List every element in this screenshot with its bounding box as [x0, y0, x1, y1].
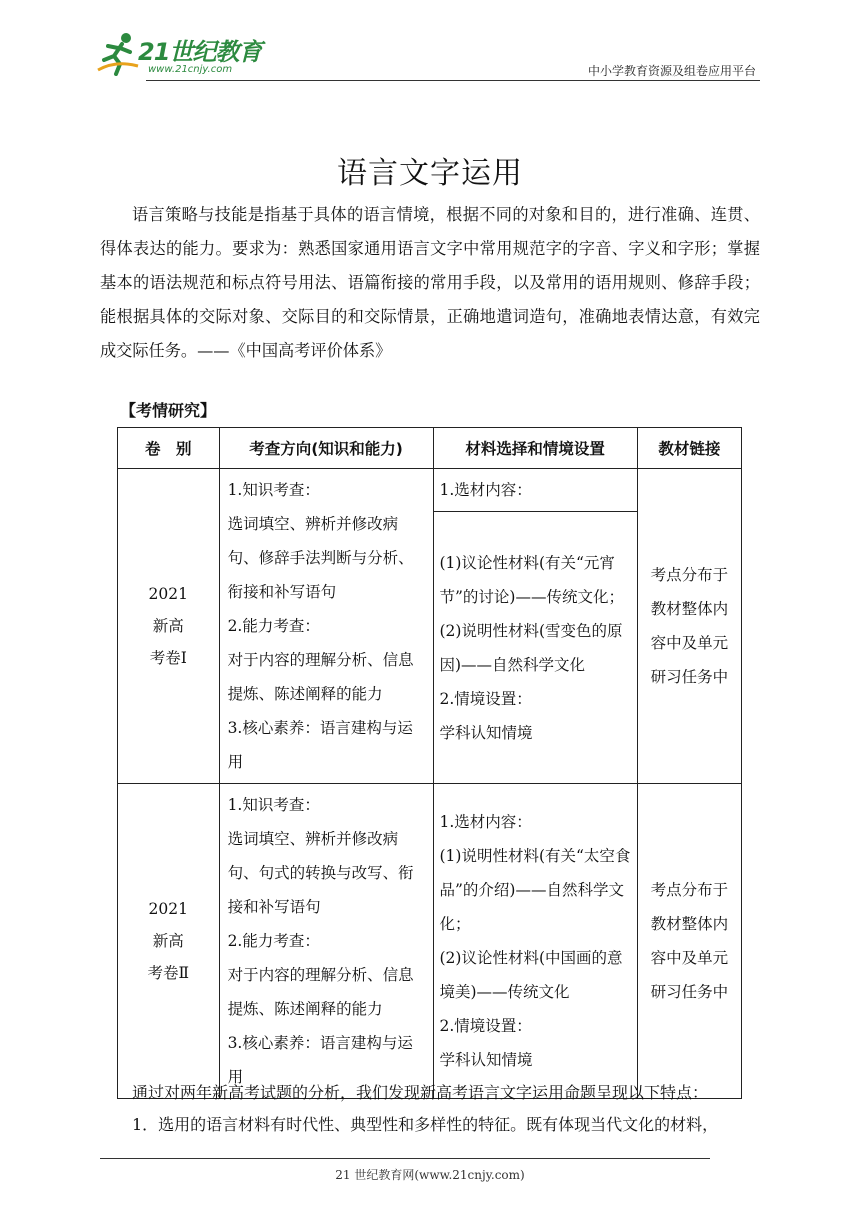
- material-line: 学科认知情境: [439, 1051, 533, 1069]
- direction-line: 2.能力考查：: [227, 932, 320, 950]
- table-row: [118, 469, 742, 512]
- page-header: [0, 0, 860, 90]
- direction-line: 对于内容的理解分析、信息提炼、陈述阐释的能力: [227, 651, 414, 703]
- material-cell: [433, 512, 637, 784]
- material-cell: [433, 784, 637, 1099]
- material-line: 1.选材内容：: [439, 813, 532, 831]
- column-header: 材料选择和情境设置: [433, 428, 637, 469]
- exam-analysis-table: [117, 427, 742, 1099]
- paper-text: 新高: [152, 932, 184, 950]
- material-line: 2.情境设置：: [439, 1017, 532, 1035]
- footer-divider: [100, 1158, 710, 1159]
- analysis-summary: 通过对两年新高考试题的分析，我们发现新高考语言文字运用命题呈现以下特点：: [132, 1083, 709, 1102]
- direction-cell: [219, 469, 433, 784]
- header-divider: [146, 80, 760, 81]
- platform-name: 中小学教育资源及组卷应用平台: [587, 64, 756, 78]
- runner-logo-icon: [96, 30, 140, 76]
- footer-link[interactable]: 21 世纪教育网(www.21cnjy.com): [335, 1168, 525, 1182]
- site-logo[interactable]: [96, 30, 266, 80]
- material-line: 2.情境设置：: [439, 689, 532, 708]
- direction-cell: [219, 784, 433, 1099]
- year-text: 2021: [148, 900, 188, 918]
- column-header: 教材链接: [637, 428, 741, 469]
- material-line: 学科认知情境: [439, 723, 533, 742]
- table-row: [118, 784, 742, 1099]
- logo-url: www.21cnjy.com: [148, 64, 233, 75]
- column-header: 考查方向(知识和能力): [219, 428, 433, 469]
- column-header: 卷 别: [118, 428, 220, 469]
- direction-line: 对于内容的理解分析、信息提炼、陈述阐释的能力: [227, 966, 414, 1018]
- paper-text: 考卷Ⅰ: [149, 649, 187, 667]
- exam-paper-cell: [118, 784, 220, 1099]
- direction-line: 选词填空、辨析并修改病句、修辞手法判断与分析、衔接和补写语句: [227, 515, 414, 601]
- direction-line: 2.能力考查：: [227, 617, 320, 635]
- direction-line: 3.核心素养：语言建构与运用: [227, 1034, 413, 1086]
- textbook-link-cell: 考点分布于教材整体内容中及单元研习任务中: [637, 469, 741, 784]
- year-text: 2021: [148, 585, 188, 603]
- material-line: (2)议论性材料(中国画的意境美)——传统文化: [439, 949, 623, 1001]
- direction-line: 1.知识考查：: [227, 481, 320, 499]
- direction-line: 选词填空、辨析并修改病句、句式的转换与改写、衔接和补写语句: [227, 830, 414, 916]
- material-line: (1)议论性材料(有关“元宵节”的讨论)——传统文化；: [439, 553, 624, 606]
- textbook-link-cell: 考点分布于教材整体内容中及单元研习任务中: [637, 784, 741, 1099]
- direction-line: 3.核心素养：语言建构与运用: [227, 719, 413, 771]
- logo-text: 21世纪教育: [138, 38, 262, 66]
- direction-line: 1.知识考查：: [227, 796, 320, 814]
- exam-paper-cell: [118, 469, 220, 784]
- paper-text: 考卷Ⅱ: [147, 964, 190, 982]
- section-label: 【考情研究】: [120, 401, 217, 420]
- paper-text: 新高: [152, 617, 184, 635]
- material-line: (2)说明性材料(雪变色的原因)——自然科学文化: [439, 621, 623, 674]
- material-head-cell: 1.选材内容：: [433, 469, 637, 512]
- intro-paragraph: 语言策略与技能是指基于具体的语言情境，根据不同的对象和目的，进行准确、连贯、得体表达的能力。要求为：熟悉国家通用语言文字中常用规范字的字音、字义和字形；掌握基本的语法规范和标点符号用法、语篇衔接的常用手段，以及常用的语用规则、修辞手段；能根据具体的交际对象、交际目的和交际情景，正确地遣词造句，准确地表情达意，有效完成交际任务。——《中国高考评价体系》: [100, 205, 760, 360]
- feature-point-1: 1．选用的语言材料有时代性、典型性和多样性的特征。既有体现当代文化的材料，: [132, 1115, 719, 1134]
- material-line: (1)说明性材料(有关“太空食品”的介绍)——自然科学文化；: [439, 847, 631, 933]
- page-title: 语言文字运用: [337, 156, 523, 192]
- table-header-row: [118, 428, 742, 469]
